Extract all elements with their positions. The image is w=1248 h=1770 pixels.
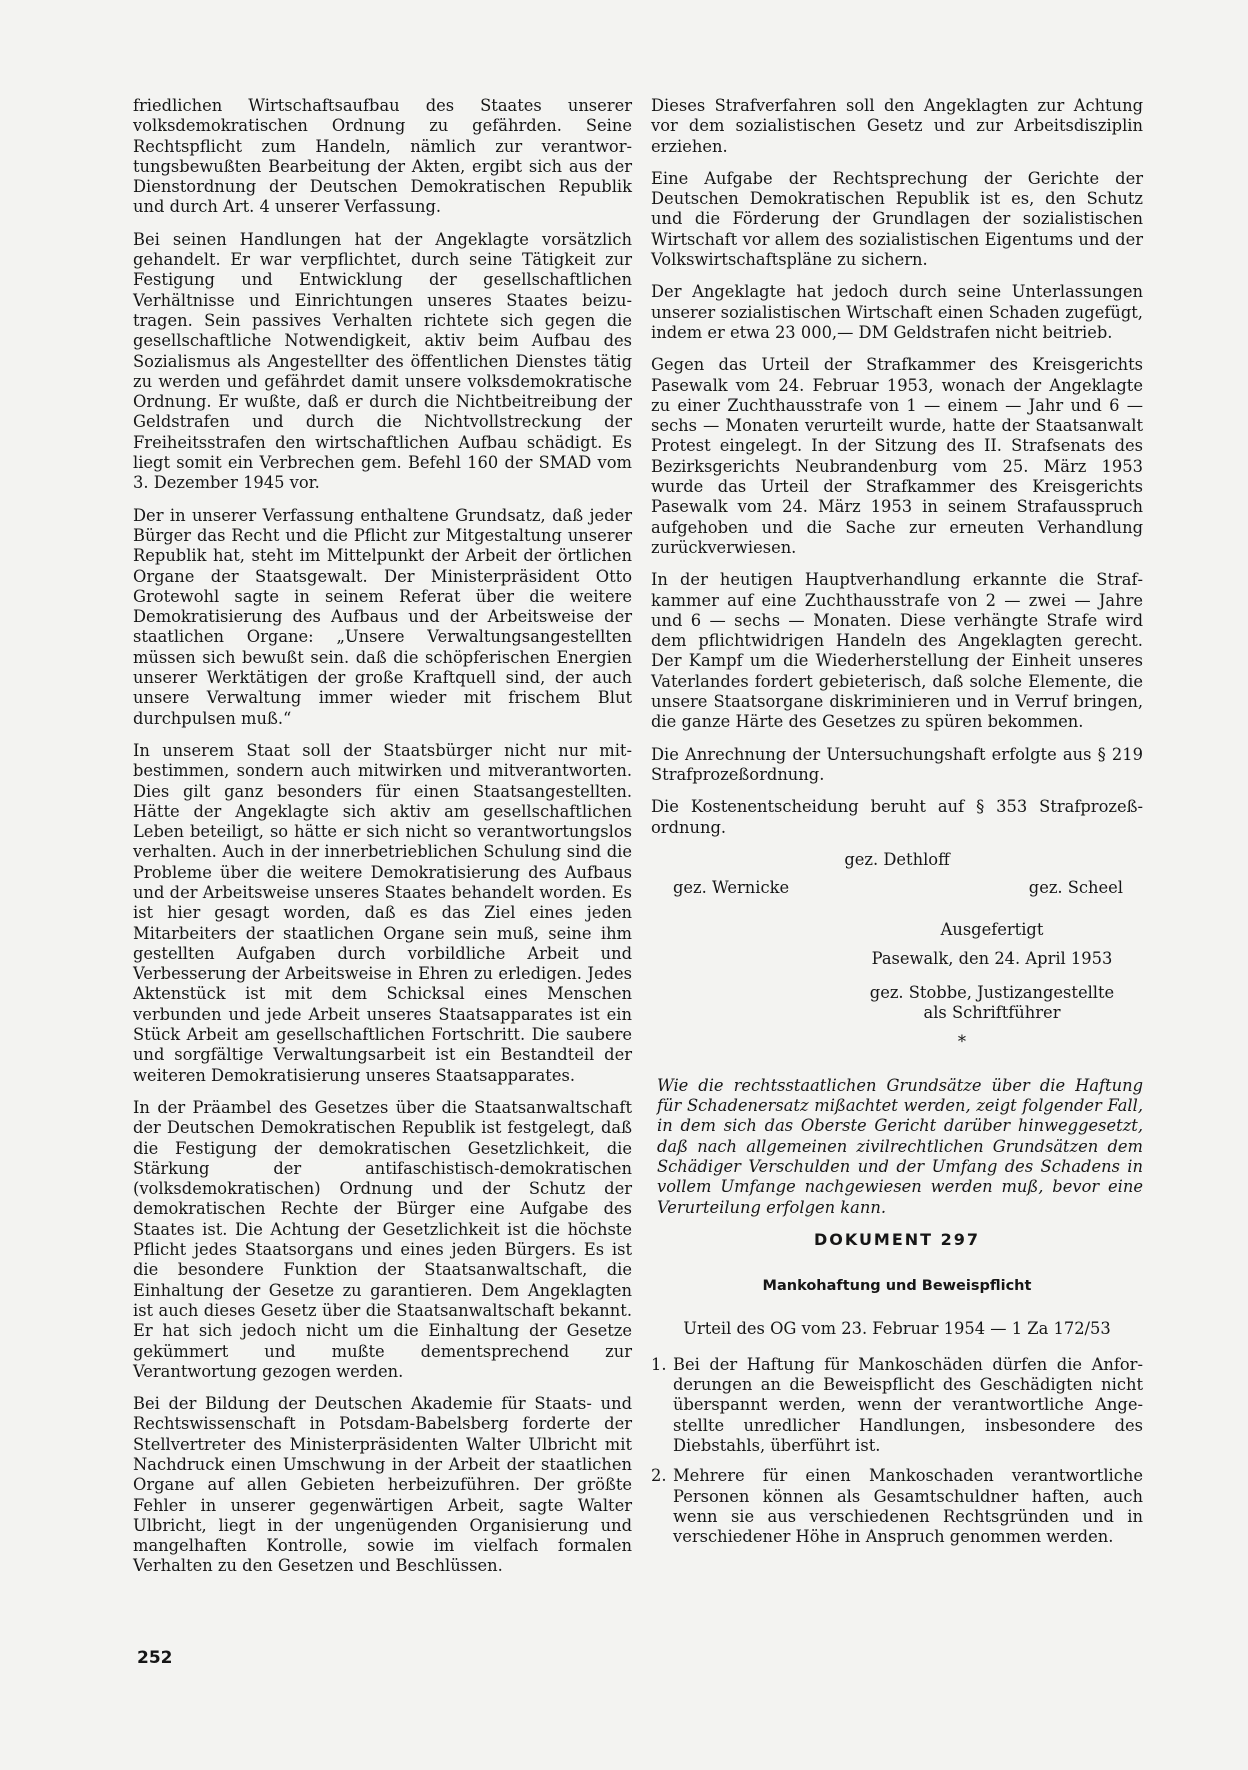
signature-associate-right: gez. Scheel bbox=[1028, 878, 1123, 898]
paragraph: Bei seinen Handlungen hat der Angeklagte vorsätzlich gehandelt. Er war verpflichtet, durch seine Tätigkeit zur Festigung und Entwicklung der gesellschaftlichen Verhältnisse und Einrichtungen unseres Staates beizutragen. Sein passives Verhalten richtete sich gegen die gesellschaftliche Notwendigkeit, aktiv beim Aufbau des Sozialismus als Angestellter des öffentlichen Dienstes tätig zu werden und gefährdet damit unsere volksdemokratische Ordnung. Er wußte, daß er durch die Nichtbeitreibung der Geldstrafen und durch die Nichtvollstreckung der Freiheitsstrafen den wirtschaftlichen Aufbau schädigt. Es liegt somit ein Verbrechen gem. Befehl 160 der SMAD vom 3. Dezember 1945 vor. bbox=[133, 229, 632, 493]
paragraph: Dieses Strafverfahren soll den Angeklagten zur Achtung vor dem sozialistischen Gesetz und zur Arbeitsdisziplin erziehen. bbox=[651, 96, 1143, 156]
list-number: 2. bbox=[651, 1466, 667, 1486]
place-date: Pasewalk, den 24. April 1953 bbox=[871, 948, 1113, 968]
paragraph: Eine Aufgabe der Rechtsprechung der Gerichte der Deutschen Demokratischen Republik ist es, den Schutz und die Förderung der Grundlagen der sozialistischen Wirtschaft vor allem des sozialistischen Eigentums und der Volkswirtschaftspläne zu sichern. bbox=[651, 168, 1143, 270]
paragraph: In der Präambel des Gesetzes über die Staatsanwaltschaft der Deutschen Demokratischen Republik ist festgelegt, daß die Festigung der demokratischen Gesetzlichkeit, die Stärkung der antifaschistisch-demokratischen (volksdemokratischen) Ordnung und der Schutz der demokratischen Rechte der Bürger eine Aufgabe des Staates ist. Die Achtung der Gesetzlichkeit ist die höchste Pflicht jedes Staatsorgans und eines jeden Bürgers. Es ist die besondere Funktion der Staatsanwaltschaft, die Einhaltung der Gesetze zu garantieren. Dem Angeklagten ist auch dieses Gesetz über die Staatsanwaltschaft bekannt. Er hat sich jedoch nicht um die Einhaltung der Gesetze gekümmert und mußte dementsprechend zur Verantwortung gezogen werden. bbox=[133, 1097, 632, 1381]
paragraph: Die Anrechnung der Untersuchungshaft erfolgte aus § 219 Strafprozeßordnung. bbox=[651, 744, 1143, 784]
signature-associate-left: gez. Wernicke bbox=[673, 878, 790, 898]
page-number: 252 bbox=[137, 1648, 173, 1668]
signature-row bbox=[651, 878, 1143, 898]
document-reference: Urteil des OG vom 23. Februar 1954 — 1 Za 172/53 bbox=[683, 1318, 1111, 1338]
paragraph: Die Kostenentscheidung beruht auf § 353 Strafprozeßordnung. bbox=[651, 797, 1143, 837]
clerk-signature-line-1: gez. Stobbe, Justizangestellte bbox=[869, 982, 1115, 1002]
right-column bbox=[651, 96, 1143, 1558]
certification-label: Ausgefertigt bbox=[940, 920, 1044, 940]
list-item bbox=[651, 1466, 1143, 1547]
editorial-note: Wie die rechtsstaatlichen Grundsätze über die Haftung für Schadenersatz mißachtet werden, zeigt folgender Fall, in dem sich das Oberste Gericht darüber hinweggesetzt, daß nach allgemeinen zivilrechtlichen Grundsätzen dem Schädiger Verschulden und der Umfang des Schadens in vollem Umfange nachgewiesen werden muß, bevor eine Verurteilung erfolgen kann. bbox=[657, 1075, 1143, 1217]
paragraph: In unserem Staat soll der Staatsbürger nicht nur mitbestimmen, sondern auch mitwirken und mitverantworten. Dies gilt ganz besonders für einen Staatsangestellten. Hätte der Angeklagte sich aktiv am gesellschaftlichen Leben beteiligt, so hätte er sich nicht so verantwortungslos verhalten. Auch in der innerbetrieblichen Schulung sind die Probleme über die weitere Demokratisierung des Aufbaus und der Arbeitsweise unseres Staates behandelt worden. Es ist hier gesagt worden, daß es das Ziel eines jeden Mitarbeiters der staatlichen Organe sein muß, seine ihm gestellten Aufgaben durch vorbildliche Arbeit und Verbesserung der Arbeitsweise in Ehren zu erledigen. Jedes Aktenstück ist mit dem Schicksal eines Menschen verbunden und jede Arbeit unseres Staatsapparates ist ein Stück Arbeit am gesellschaftlichen Fortschritt. Die saubere und sorgfältige Verwaltungsarbeit ist ein Bestandteil der weiteren Demokratisierung unseres Staatsapparates. bbox=[133, 740, 632, 1085]
signature-presiding-judge: gez. Dethloff bbox=[844, 849, 950, 869]
paragraph: Der in unserer Verfassung enthaltene Grundsatz, daß jeder Bürger das Recht und die Pflicht zur Mitgestaltung unserer Republik hat, steht im Mittelpunkt der Arbeit der örtlichen Organe der Staatsgewalt. Der Ministerpräsident Otto Grotewohl sagte in seinem Referat über die weitere Demokratisierung des Aufbaus und der Arbeitsweise der staatlichen Organe: „Unsere Verwaltungsangestellten müssen sich bewußt sein. daß die schöpferischen Energien unserer Werktätigen der große Kraftquell sind, der auch unsere Verwaltung immer wieder mit frischem Blut durchpulsen muß.“ bbox=[133, 505, 632, 728]
document-heading: DOKUMENT 297 bbox=[813, 1229, 981, 1249]
paragraph: In der heutigen Hauptverhandlung erkannte die Strafkammer auf eine Zuchthausstrafe von 2 — zwei — Jahre und 6 — sechs — Monaten. Diese verhängte Strafe wird dem pflichtwidrigen Handeln des Angeklagten gerecht. Der Kampf um die Wiederherstellung der Einheit unseres Vaterlandes fordert gebieterisch, daß solche Elemente, die unsere Staatsorgane diskriminieren und in Verruf bringen, die ganze Härte des Gesetzes zu spüren bekommen. bbox=[651, 570, 1143, 732]
paragraph: friedlichen Wirtschaftsaufbau des Staates unserer volksdemokratischen Ordnung zu gefährden. Seine Rechtspflicht zum Handeln, nämlich zur verantwortungsbewußten Bearbeitung der Akten, ergibt sich aus der Dienstordnung der Deutschen Demokratischen Republik und durch Art. 4 unserer Verfassung. bbox=[133, 96, 632, 217]
paragraph: Bei der Bildung der Deutschen Akademie für Staats- und Rechtswissenschaft in Potsdam-Babelsberg forderte der Stellvertreter des Ministerpräsidenten Walter Ulbricht mit Nachdruck einen Umschwung in der Arbeit der staatlichen Organe auf allen Gebieten herbeizuführen. Der größte Fehler in unserer gegenwärtigen Arbeit, sagte Walter Ulbricht, liegt in der ungenügenden Organisierung und mangelhaften Kontrolle, sowie im vielfach formalen Verhalten zu den Gesetzen und Beschlüssen. bbox=[133, 1394, 632, 1576]
left-column bbox=[133, 96, 632, 1589]
section-separator: * bbox=[957, 1031, 967, 1051]
list-text: Bei der Haftung für Mankoschäden dürfen die Anforderungen an die Beweispflicht des Geschädigten nicht überspannt werden, wenn der verantwortliche Angestellte unredlicher Handlungen, insbesondere des Diebstahls, überführt ist. bbox=[673, 1354, 1143, 1456]
list-item bbox=[651, 1355, 1143, 1456]
paragraph: Der Angeklagte hat jedoch durch seine Unterlassungen unserer sozialistischen Wirtschaft einen Schaden zugefügt, indem er etwa 23 000,— DM Geldstrafen nicht beitrieb. bbox=[651, 282, 1143, 342]
list-number: 1. bbox=[651, 1354, 667, 1374]
list-text: Mehrere für einen Mankoschaden verantwortliche Personen können als Gesamtschuldner haften, auch wenn sie aus verschiedenen Rechtsgründen und in verschiedener Höhe in Anspruch genommen werden. bbox=[673, 1466, 1143, 1547]
paragraph: Gegen das Urteil der Strafkammer des Kreisgerichts Pasewalk vom 24. Februar 1953, wonach der Angeklagte zu einer Zuchthausstrafe von 1 — einem — Jahr und 6 — sechs — Monaten verurteilt wurde, hatte der Staatsanwalt Protest eingelegt. In der Sitzung des II. Strafsenats des Bezirksgerichts Neubrandenburg vom 25. März 1953 wurde das Urteil der Strafkammer des Kreisgerichts Pasewalk vom 24. März 1953 in seinem Strafausspruch aufgehoben und die Sache zur erneuten Verhandlung zurückverwiesen. bbox=[651, 355, 1143, 557]
document-title: Mankohaftung und Beweispflicht bbox=[762, 1278, 1032, 1295]
clerk-signature-line-2: als Schriftführer bbox=[923, 1003, 1061, 1023]
guiding-principles bbox=[651, 1355, 1143, 1548]
